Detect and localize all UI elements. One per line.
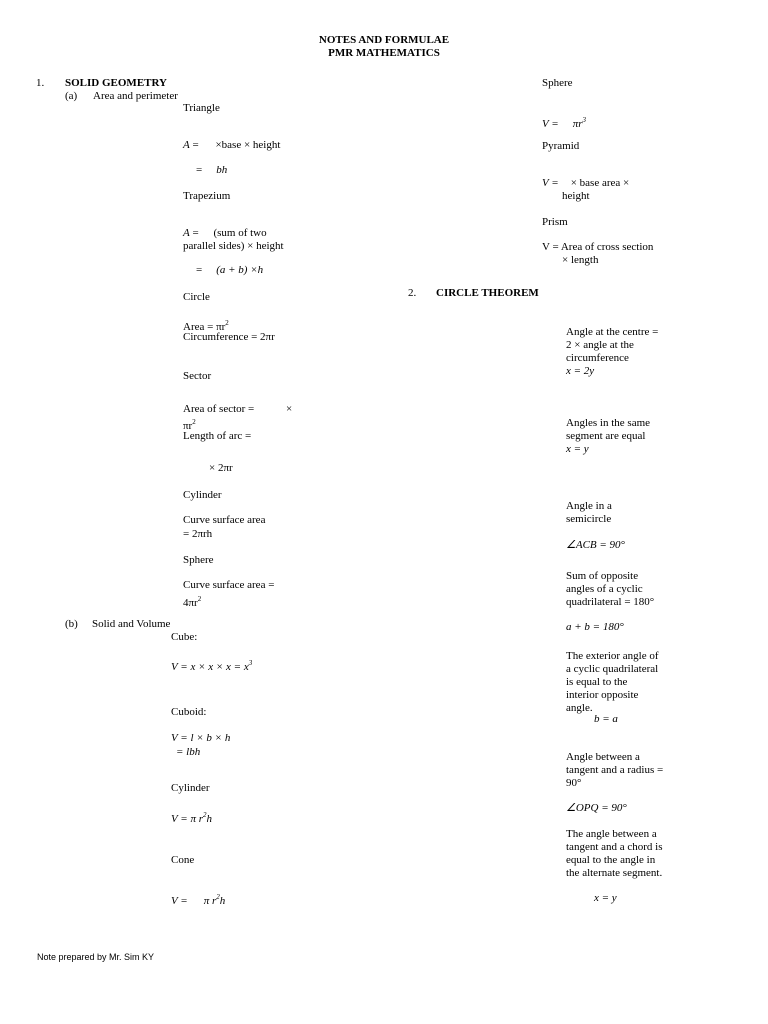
triangle-heading: Triangle (183, 102, 220, 114)
circle-circumference: Circumference = 2πr (183, 331, 275, 343)
footer-note: Note prepared by Mr. Sim KY (37, 952, 155, 962)
circle-area-exp: 2 (225, 319, 229, 327)
triangle-f1-lhs: A (183, 139, 190, 151)
cylinder-volume-exp: 2 (203, 811, 207, 819)
cylinder-volume-tail: h (206, 813, 212, 825)
section-2-title: CIRCLE THEOREM (436, 287, 539, 299)
theorem-centre-relation: x = 2y (566, 365, 595, 377)
trapezium-f1-eq: = (189, 227, 202, 239)
cube-heading: Cube: (171, 631, 198, 643)
sector-arc: Length of arc = (183, 430, 252, 442)
cube-formula-text: V = x × x × x = x (171, 661, 249, 673)
trapezium-f1-rhs: (sum of two (213, 227, 267, 239)
cuboid-formula-2: = lbh (176, 746, 201, 758)
cylinder-area-line2: = 2πrh (183, 528, 213, 540)
triangle-formula-1 (183, 139, 280, 152)
triangle-f1-rhs: ×base × height (215, 139, 281, 151)
page-subtitle: PMR MATHEMATICS (328, 47, 440, 59)
page-title: NOTES AND FORMULAE (318, 34, 450, 46)
sub-a-title: Area and perimeter (93, 90, 178, 102)
sphere-volume-exp: 3 (582, 116, 586, 124)
cuboid-heading: Cuboid: (171, 706, 207, 718)
theorem-segment-text: Angles in the same segment are equal (566, 417, 651, 442)
prism-heading: Prism (542, 216, 568, 228)
triangle-formula-2 (196, 164, 227, 177)
theorem-exterior-text: The exterior angle of a cyclic quadrilateral is equal to the interior opposite angle. (566, 650, 659, 714)
sphere-area-heading: Sphere (183, 554, 214, 566)
triangle-f1-eq: = (189, 139, 202, 151)
sector-area-times: × (286, 403, 293, 415)
theorem-segment-relation: x = y (566, 443, 589, 455)
cone-heading: Cone (171, 854, 195, 866)
sector-arc-rhs: × 2πr (209, 462, 233, 474)
sphere-area-exp: 2 (197, 595, 202, 603)
trapezium-formula-1-cont: parallel sides) × height (183, 240, 284, 252)
sub-b-title: Solid and Volume (92, 618, 171, 630)
cylinder-volume-formula-text: V = π r (171, 813, 203, 825)
theorem-tangent-radius-text: Angle between a tangent and a radius = 90° (566, 751, 664, 789)
triangle-f2-eq: = (196, 164, 203, 176)
cone-tail: h (219, 895, 226, 907)
section-1-number: 1. (36, 77, 45, 89)
sphere-area-line2 (183, 593, 201, 610)
theorem-semicircle-text: Angle in a semicircle (566, 500, 612, 525)
theorem-tangent-radius-relation: ∠OPQ = 90° (566, 802, 627, 814)
trapezium-heading: Trapezium (183, 190, 231, 202)
trapezium-formula-2 (196, 264, 263, 277)
pyramid-formula-cont: height (562, 190, 590, 202)
sector-area-cont-text: πr (183, 420, 193, 432)
cylinder-volume-formula (171, 809, 212, 826)
cylinder-area-heading: Cylinder (183, 489, 222, 501)
section-2-number: 2. (408, 287, 417, 299)
trapezium-f2-rhs: (a + b) ×h (216, 264, 264, 276)
sphere-area-line1: Curve surface area = (183, 579, 275, 591)
sphere-area-line2-text: 4πr (183, 597, 198, 609)
pyramid-lhs: V = (542, 177, 559, 189)
sector-area: Area of sector = (183, 403, 255, 415)
cube-formula (171, 657, 252, 674)
cube-exp: 3 (248, 659, 253, 667)
section-1-title: SOLID GEOMETRY (65, 77, 167, 89)
pyramid-rhs: × base area × (570, 177, 630, 189)
sub-b-label: (b) (65, 618, 78, 630)
pyramid-heading: Pyramid (542, 140, 580, 152)
cylinder-volume-heading: Cylinder (171, 782, 210, 794)
theorem-cyclic-sum-relation: a + b = 180° (566, 621, 624, 633)
theorem-exterior-relation: b = a (594, 713, 618, 725)
cuboid-formula-1: V = l × b × h (171, 732, 231, 744)
sphere-volume-heading: Sphere (542, 77, 573, 89)
sphere-volume-rhs: πr (572, 118, 583, 130)
cone-formula (171, 891, 225, 908)
sub-a-label: (a) (65, 90, 78, 102)
pyramid-formula (542, 177, 629, 190)
sphere-volume-lhs: V = (542, 118, 559, 130)
sector-area-exp: 2 (192, 418, 196, 426)
sector-heading: Sector (183, 370, 212, 382)
theorem-tangent-chord-relation: x = y (594, 892, 617, 904)
prism-formula: V = Area of cross section (542, 241, 654, 253)
circle-area-text: Area = πr (183, 321, 226, 333)
sphere-volume-formula (542, 114, 586, 131)
cylinder-area-line1: Curve surface area (183, 514, 266, 526)
trapezium-f1-lhs: A (183, 227, 190, 239)
cone-formula-lhs: V = (171, 895, 188, 907)
theorem-centre-text: Angle at the centre = 2 × angle at the circumference (566, 326, 659, 364)
triangle-f2-rhs: bh (216, 164, 228, 176)
circle-heading: Circle (183, 291, 210, 303)
theorem-tangent-chord-text: The angle between a tangent and a chord is equal to the angle in the alternate segment. (566, 828, 663, 879)
prism-formula-cont: × length (562, 254, 599, 266)
cone-exp: 2 (216, 893, 220, 901)
trapezium-f2-eq: = (196, 264, 203, 276)
cone-formula-rhs: π r (203, 895, 217, 907)
theorem-cyclic-sum-text: Sum of opposite angles of a cyclic quadrilateral = 180° (566, 570, 655, 608)
trapezium-formula-1 (183, 227, 267, 240)
theorem-semicircle-relation: ∠ACB = 90° (566, 539, 625, 551)
